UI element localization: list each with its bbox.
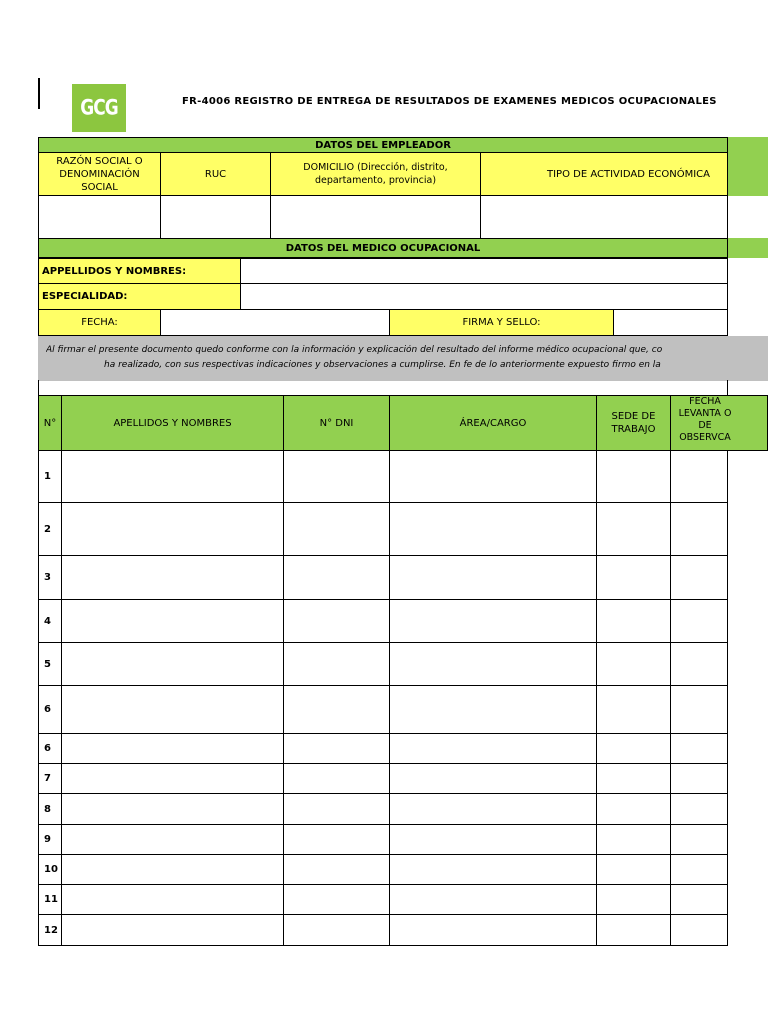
- row-names-cell[interactable]: [61, 793, 284, 825]
- actividad-header: TIPO DE ACTIVIDAD ECONÓMICA: [480, 152, 728, 196]
- row-names-cell[interactable]: [61, 502, 284, 556]
- row-names-cell[interactable]: [61, 763, 284, 794]
- row-sede-cell[interactable]: [596, 555, 671, 600]
- row-names-cell[interactable]: [61, 914, 284, 946]
- row-fecha-cell[interactable]: [670, 763, 728, 794]
- row-number: 11: [38, 884, 62, 915]
- ruc-input[interactable]: [160, 195, 271, 239]
- row-fecha-cell[interactable]: [670, 733, 728, 764]
- row-dni-cell[interactable]: [283, 854, 390, 885]
- row-names-cell[interactable]: [61, 642, 284, 686]
- row-area-cell[interactable]: [389, 914, 597, 946]
- doctor-names-label: APPELLIDOS Y NOMBRES:: [38, 258, 241, 284]
- row-names-cell[interactable]: [61, 884, 284, 915]
- row-names-cell[interactable]: [61, 685, 284, 734]
- row-area-cell[interactable]: [389, 884, 597, 915]
- fecha-header: [670, 395, 768, 451]
- row-number: 3: [38, 555, 62, 600]
- row-number: 6: [38, 685, 62, 734]
- ruc-header: RUC: [160, 152, 271, 196]
- row-fecha-cell[interactable]: [670, 642, 728, 686]
- row-dni-cell[interactable]: [283, 884, 390, 915]
- row-number: 9: [38, 824, 62, 855]
- row-area-cell[interactable]: [389, 824, 597, 855]
- row-area-cell[interactable]: [389, 854, 597, 885]
- signature-input[interactable]: [613, 309, 728, 336]
- row-area-cell[interactable]: [389, 599, 597, 643]
- company-logo: [72, 84, 126, 132]
- document-title: FR-4006 REGISTRO DE ENTREGA DE RESULTADOS DE EXAMENES MEDICOS OCUPACIONALES: [182, 96, 717, 107]
- row-sede-cell[interactable]: [596, 884, 671, 915]
- row-sede-cell[interactable]: [596, 793, 671, 825]
- employer-section-title: DATOS DEL EMPLEADOR: [38, 137, 728, 153]
- row-sede-cell[interactable]: [596, 642, 671, 686]
- row-sede-cell[interactable]: [596, 854, 671, 885]
- razon-social-input[interactable]: [38, 195, 161, 239]
- spacer-row: [38, 380, 728, 396]
- row-names-cell[interactable]: [61, 824, 284, 855]
- row-names-cell[interactable]: [61, 599, 284, 643]
- row-number: 4: [38, 599, 62, 643]
- row-number: 2: [38, 502, 62, 556]
- row-names-cell[interactable]: [61, 555, 284, 600]
- row-dni-cell[interactable]: [283, 555, 390, 600]
- row-fecha-cell[interactable]: [670, 685, 728, 734]
- domicilio-header: DOMICILIO (Dirección, distrito, departamento, provincia): [270, 152, 481, 196]
- row-fecha-cell[interactable]: [670, 555, 728, 600]
- doctor-names-input[interactable]: [240, 258, 728, 284]
- overflow-fill: [728, 238, 768, 258]
- doctor-specialty-label: ESPECIALIDAD:: [38, 283, 241, 310]
- row-number: 12: [38, 914, 62, 946]
- declaration-line-1: Al firmar el presente documento quedo conforme con la información y explicación del resultado del informe médico ocupacional que, co: [46, 345, 663, 355]
- row-area-cell[interactable]: [389, 685, 597, 734]
- row-fecha-cell[interactable]: [670, 599, 728, 643]
- row-number: 6: [38, 733, 62, 764]
- row-dni-cell[interactable]: [283, 733, 390, 764]
- row-names-cell[interactable]: [61, 854, 284, 885]
- row-fecha-cell[interactable]: [670, 824, 728, 855]
- razon-social-header: RAZÓN SOCIAL O DENOMINACIÓN SOCIAL: [38, 152, 161, 196]
- declaration-box: [38, 336, 768, 381]
- row-fecha-cell[interactable]: [670, 914, 728, 946]
- row-sede-cell[interactable]: [596, 763, 671, 794]
- row-area-cell[interactable]: [389, 555, 597, 600]
- names-header: APELLIDOS Y NOMBRES: [61, 395, 284, 451]
- row-fecha-cell[interactable]: [670, 502, 728, 556]
- row-sede-cell[interactable]: [596, 450, 671, 503]
- row-fecha-cell[interactable]: [670, 884, 728, 915]
- row-sede-cell[interactable]: [596, 733, 671, 764]
- domicilio-input[interactable]: [270, 195, 481, 239]
- row-area-cell[interactable]: [389, 793, 597, 825]
- row-number: 5: [38, 642, 62, 686]
- row-sede-cell[interactable]: [596, 502, 671, 556]
- row-dni-cell[interactable]: [283, 599, 390, 643]
- num-header: N°: [38, 395, 62, 451]
- row-area-cell[interactable]: [389, 642, 597, 686]
- row-dni-cell[interactable]: [283, 763, 390, 794]
- signature-label: FIRMA Y SELLO:: [389, 309, 614, 336]
- row-dni-cell[interactable]: [283, 824, 390, 855]
- logo-text: GCG: [80, 95, 118, 121]
- sede-header: SEDE DE TRABAJO: [596, 395, 671, 451]
- row-names-cell[interactable]: [61, 450, 284, 503]
- row-sede-cell[interactable]: [596, 914, 671, 946]
- doctor-section-title: DATOS DEL MEDICO OCUPACIONAL: [38, 238, 728, 258]
- dni-header: N° DNI: [283, 395, 390, 451]
- row-dni-cell[interactable]: [283, 450, 390, 503]
- row-names-cell[interactable]: [61, 733, 284, 764]
- row-number: 8: [38, 793, 62, 825]
- row-area-cell[interactable]: [389, 502, 597, 556]
- row-number: 10: [38, 854, 62, 885]
- row-fecha-cell[interactable]: [670, 793, 728, 825]
- margin-bar: [38, 78, 40, 109]
- row-fecha-cell[interactable]: [670, 854, 728, 885]
- overflow-fill: [728, 152, 768, 196]
- row-area-cell[interactable]: [389, 763, 597, 794]
- row-area-cell[interactable]: [389, 733, 597, 764]
- date-input[interactable]: [160, 309, 390, 336]
- actividad-input[interactable]: [480, 195, 728, 239]
- row-sede-cell[interactable]: [596, 599, 671, 643]
- fecha-header-text: FECHA LEVANTA O DE OBSERVCA: [678, 396, 732, 443]
- row-dni-cell[interactable]: [283, 793, 390, 825]
- area-header: ÁREA/CARGO: [389, 395, 597, 451]
- row-fecha-cell[interactable]: [670, 450, 728, 503]
- row-number: 7: [38, 763, 62, 794]
- row-dni-cell[interactable]: [283, 502, 390, 556]
- row-area-cell[interactable]: [389, 450, 597, 503]
- row-sede-cell[interactable]: [596, 824, 671, 855]
- overflow-fill: [728, 137, 768, 153]
- row-number: 1: [38, 450, 62, 503]
- row-dni-cell[interactable]: [283, 914, 390, 946]
- row-dni-cell[interactable]: [283, 685, 390, 734]
- row-sede-cell[interactable]: [596, 685, 671, 734]
- row-dni-cell[interactable]: [283, 642, 390, 686]
- declaration-line-2: ha realizado, con sus respectivas indicaciones y observaciones a cumplirse. En fe de lo anteriormente expuesto firmo en la: [104, 360, 661, 370]
- doctor-specialty-input[interactable]: [240, 283, 728, 310]
- date-label: FECHA:: [38, 309, 161, 336]
